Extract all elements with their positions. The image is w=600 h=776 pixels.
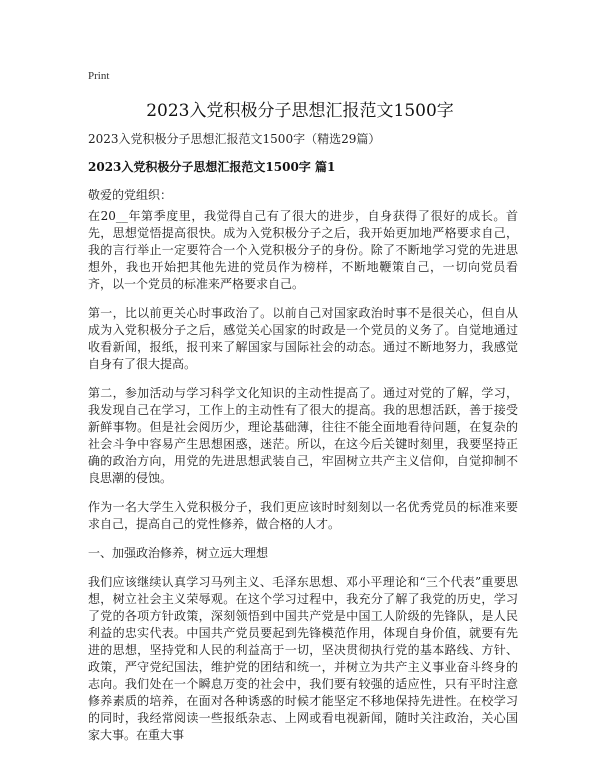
salutation: 敬爱的党组织：	[88, 188, 173, 202]
paragraph-second-point: 第二，参加活动与学习科学文化知识的主动性提高了。通过对党的了解，学习，我发现自己在学习，工作上的主动性有了很大的提高。我的思想活跃，善于接受新鲜事物。但是社会阅历少，理论基础薄，往往不能全面地看待问题，在复杂的社会斗争中容易产生思想困惑，迷茫。所以，在这今后关键时刻里，我要坚持正确的政治方向，用党的先进思想武装自己，牢固树立共产主义信仰，自觉抑制不良思潮的侵蚀。	[88, 386, 518, 485]
document-body	[88, 208, 518, 756]
subheading-political-cultivation: 一、加强政治修养，树立远大理想	[88, 546, 269, 560]
paragraph-intro: 在20__年第季度里，我觉得自己有了很大的进步，自身获得了很好的成长。首先，思想觉悟提高很快。成为入党积极分子之后，我开始更加地严格要求自己，我的言行举止一定要符合一个入党积极分子的身份。除了不断地学习党的先进思想外，我也开始把其他先进的党员作为榜样，不断地鞭策自己，一切向党员看齐，以一个党员的标准来严格要求自己。	[88, 209, 518, 291]
paragraph-study-theory: 我们应该继续认真学习马列主义、毛泽东思想、邓小平理论和“三个代表”重要思想，树立社会主义荣辱观。在这个学习过程中，我充分了解了我党的历史，学习了党的各项方针政策，深刻领悟到中国共产党是中国工人阶级的先锋队，是人民利益的忠实代表。中国共产党员要起到先锋模范作用，体现自身价值，就要有先进的思想，坚持党和人民的利益高于一切，坚决贯彻执行党的基本路线、方针、政策，严守党纪国法，维护党的团结和统一，并树立为共产主义事业奋斗终身的志向。我们处在一个瞬息万变的社会中，我们要有较强的适应性，只有平时注意修养素质的培养，在面对各种诱惑的时候才能坚定不移地保持先进性。在校学习的同时，我经常阅读一些报纸杂志、上网或看电视新闻，随时关注政治，关心国家大事。在重大事	[88, 575, 518, 742]
document-subtitle: 2023入党积极分子思想汇报范文1500字（精选29篇）	[88, 132, 381, 146]
print-link[interactable]: Print	[88, 70, 110, 82]
section-heading: 2023入党积极分子思想汇报范文1500字 篇1	[88, 160, 336, 174]
paragraph-first-point: 第一，比以前更关心时事政治了。以前自己对国家政治时事不是很关心，但自从成为入党积极分子之后，感觉关心国家的时政是一个党员的义务了。自觉地通过收看新闻，报纸，报刊来了解国家与国际社会的动态。通过不断地努力，我感觉自身有了很大提高。	[88, 306, 518, 371]
paragraph-student-member: 作为一名大学生入党积极分子，我们更应该时时刻刻以一名优秀党员的标准来要求自己，提高自己的党性修养，做合格的人才。	[88, 500, 518, 531]
document-title: 2023入党积极分子思想汇报范文1500字	[146, 101, 454, 121]
